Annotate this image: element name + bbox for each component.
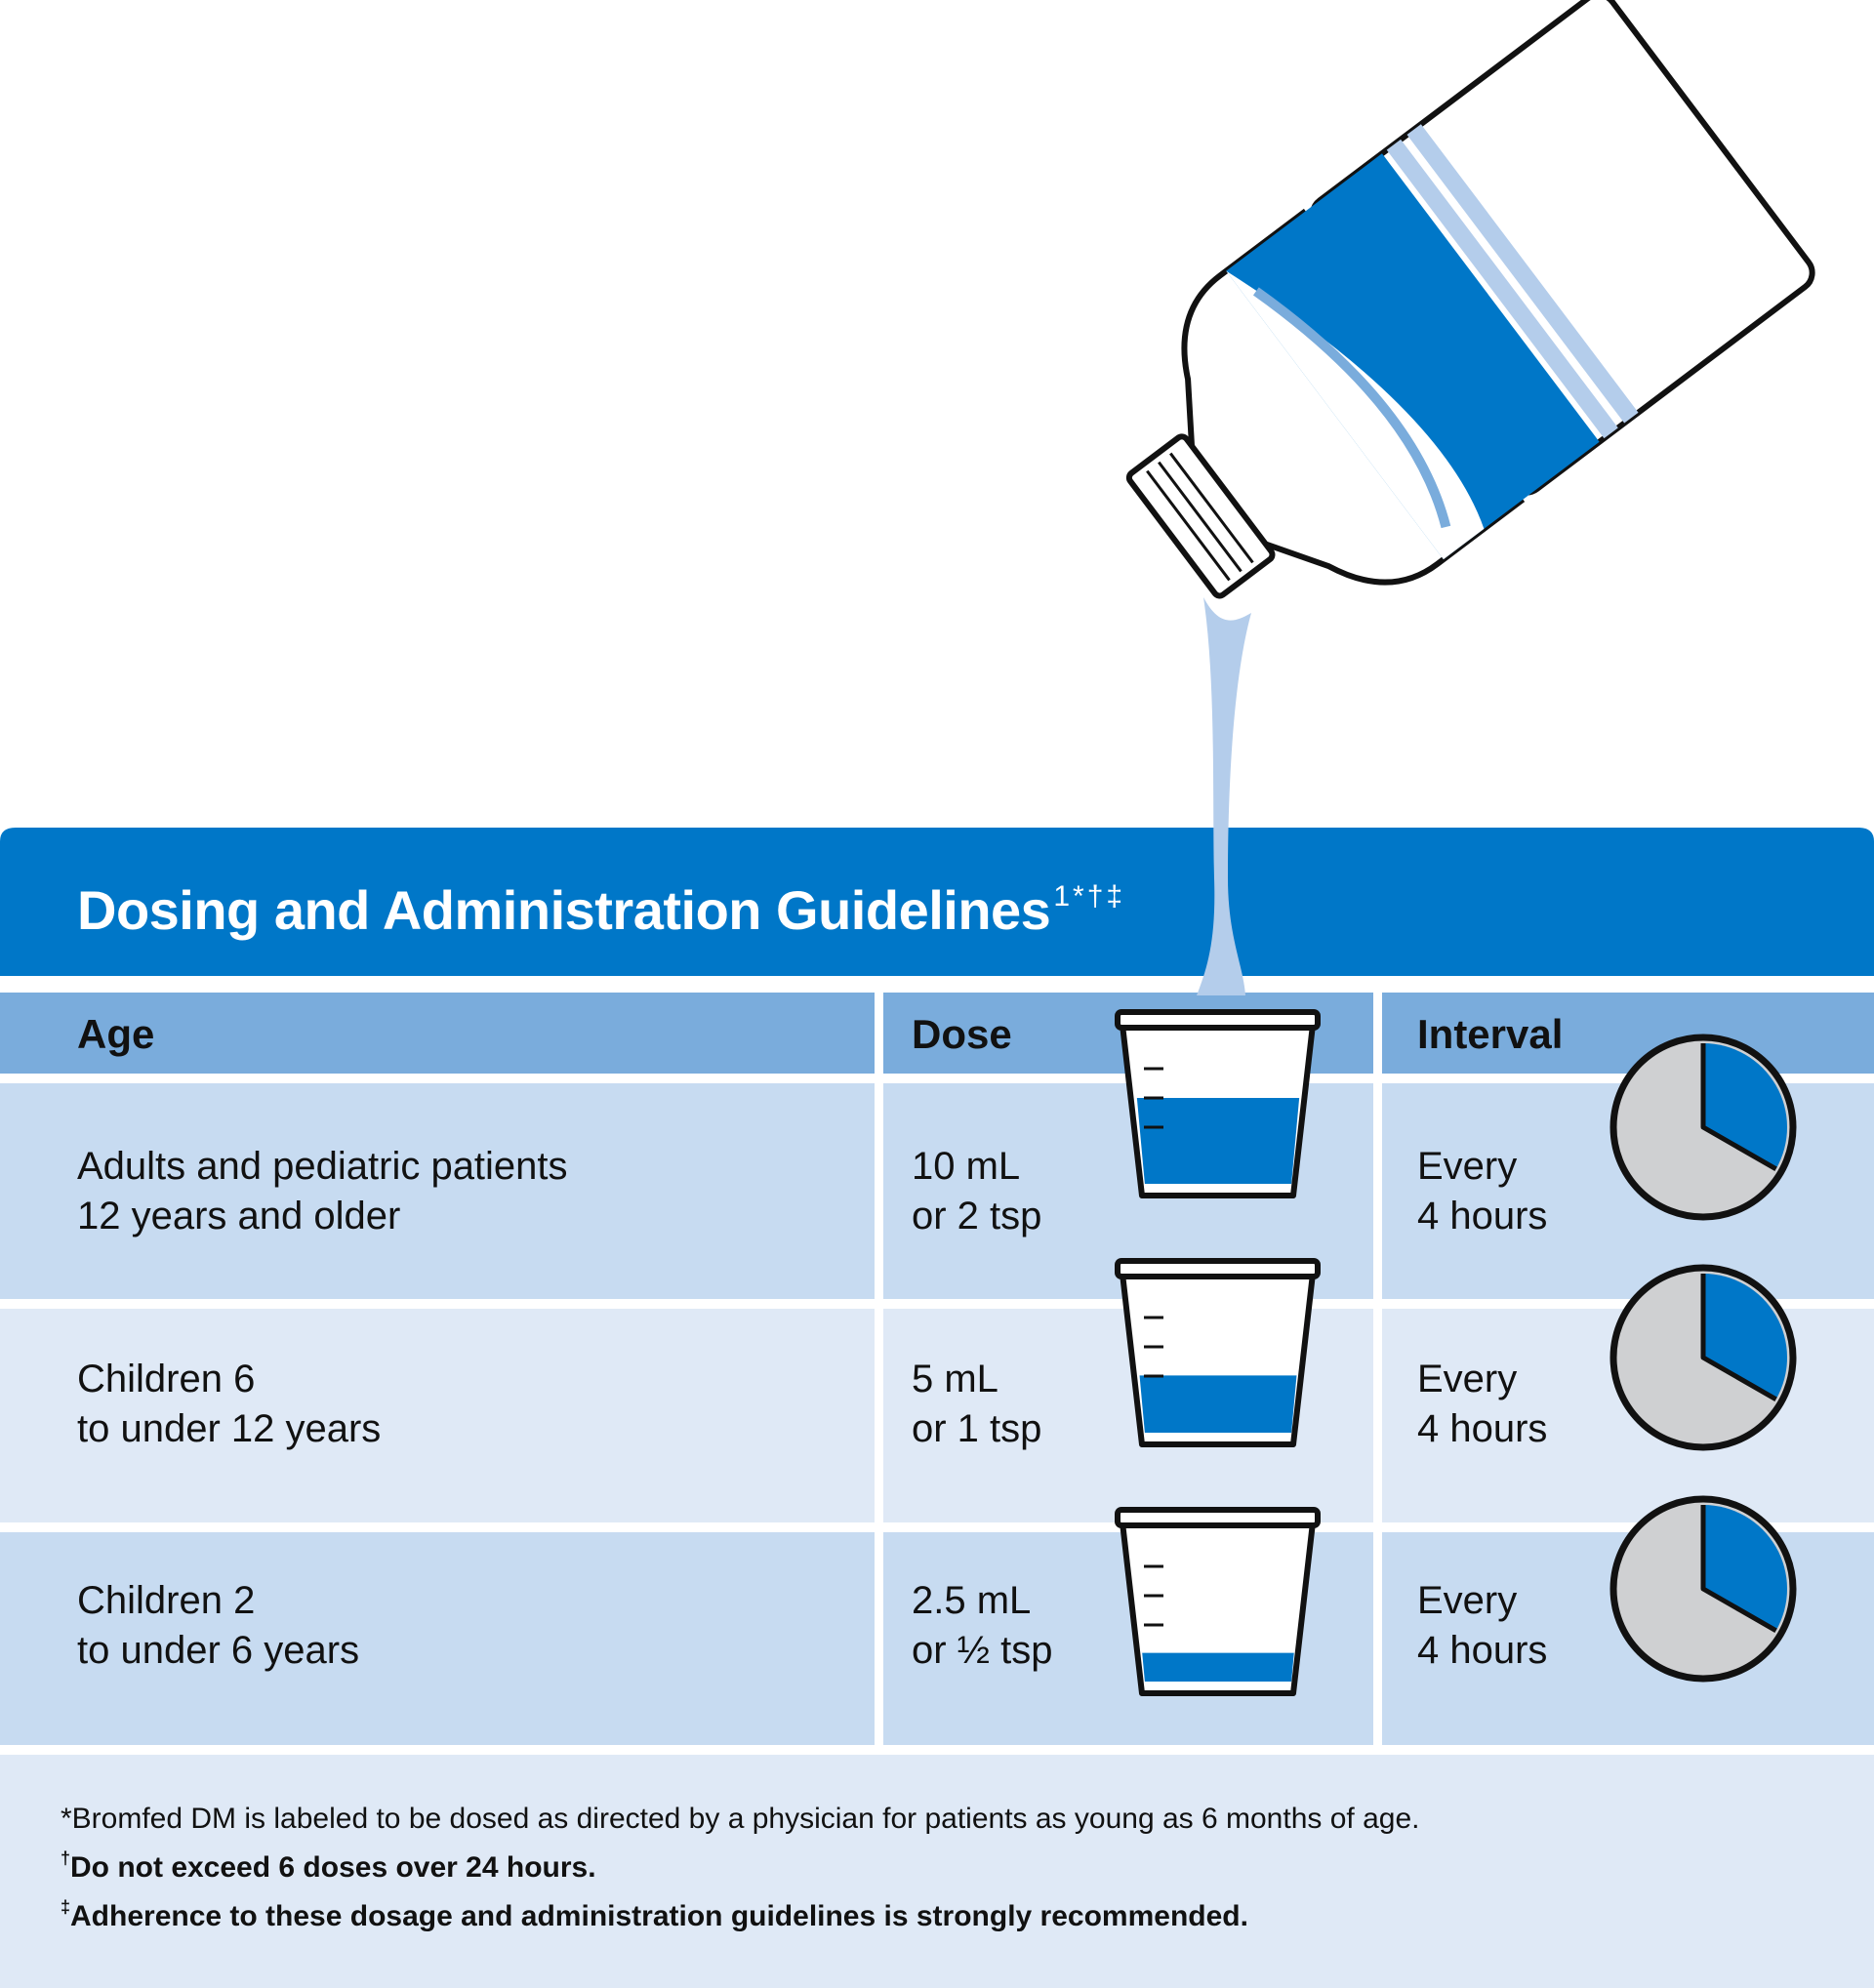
column-divider <box>1373 993 1382 1746</box>
column-header-age: Age <box>77 1011 155 1057</box>
column-header-dose: Dose <box>912 1011 1012 1057</box>
dose-liquid <box>1137 1098 1299 1184</box>
interval-clock-1 <box>1613 1037 1793 1217</box>
footnote-star: *Bromfed DM is labeled to be dosed as directed by a physician for patients as young as 6 months of age. <box>61 1803 1420 1835</box>
row-2-dose: 5 mL or 1 tsp <box>912 1358 1042 1450</box>
row-2-age: Children 6 to under 12 years <box>77 1358 382 1450</box>
dose-liquid <box>1142 1653 1294 1682</box>
measuring-cup-1 <box>1118 1012 1318 1196</box>
footnote-dagger: †Do not exceed 6 doses over 24 hours. <box>61 1848 596 1884</box>
row-3-age: Children 2 to under 6 years <box>77 1579 360 1672</box>
title-footnote-marks: 1*†‡ <box>1053 880 1126 913</box>
row-1-age: Adults and pediatric patients 12 years and older <box>77 1145 568 1237</box>
footnotes <box>61 1799 1419 1937</box>
cup-rim <box>1118 1261 1318 1277</box>
measuring-cup-3 <box>1118 1510 1318 1693</box>
measuring-cup-2 <box>1118 1261 1318 1444</box>
medicine-bottle <box>1064 0 1819 681</box>
dose-liquid <box>1140 1375 1297 1433</box>
page-title: Dosing and Administration Guidelines $^{1*\dagger\ddagger}$ <box>77 879 1126 941</box>
interval-clock-2 <box>1613 1268 1793 1447</box>
cup-rim <box>1118 1510 1318 1525</box>
row-2-interval: Every 4 hours <box>1417 1358 1548 1450</box>
row-3-dose: 2.5 mL or ½ tsp <box>912 1579 1053 1672</box>
column-header-interval: Interval <box>1417 1011 1564 1057</box>
column-divider <box>875 993 883 1746</box>
cup-rim <box>1118 1012 1318 1028</box>
footnote-double-dagger: ‡Adherence to these dosage and administration guidelines is strongly recommended. <box>61 1897 1248 1932</box>
row-3-interval: Every 4 hours <box>1417 1579 1548 1672</box>
interval-clock-3 <box>1613 1499 1793 1679</box>
row-1-dose: 10 mL or 2 tsp <box>912 1145 1042 1237</box>
row-1-interval: Every 4 hours <box>1417 1145 1548 1237</box>
